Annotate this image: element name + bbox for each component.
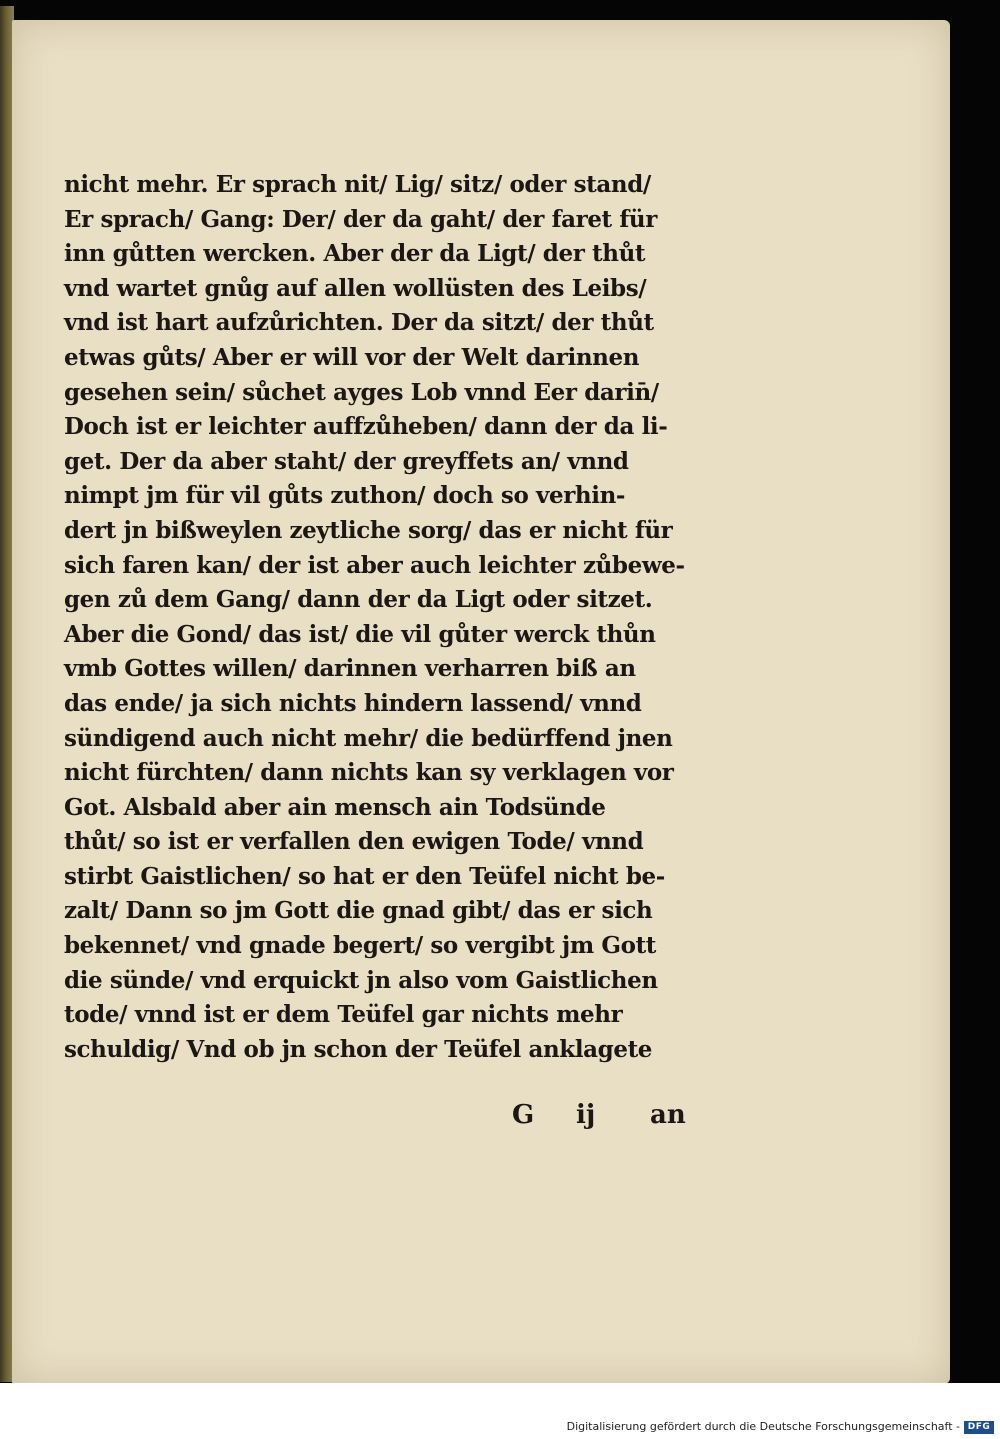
text-line: vnd wartet gnůg auf allen wollüsten des Leibs/ <box>64 274 647 302</box>
text-line: vnd ist hart aufzůrichten. Der da sitzt/ der thůt <box>64 309 654 337</box>
text-line: etwas gůts/ Aber er will vor der Welt darinnen <box>64 343 640 371</box>
text-line: thůt/ so ist er verfallen den ewigen Tode/ vnnd <box>64 828 644 856</box>
catchword: an <box>650 1100 686 1130</box>
text-line: Doch ist er leichter auffzůheben/ dann der da li- <box>64 413 668 441</box>
text-block <box>64 168 724 1067</box>
text-line: nimpt jm für vil gůts zuthon/ doch so verhin- <box>64 482 626 510</box>
text-line: zalt/ Dann so jm Gott die gnad gibt/ das er sich <box>64 897 653 925</box>
text-line: Er sprach/ Gang: Der/ der da gaht/ der faret für <box>64 205 657 233</box>
signature-letter: G <box>512 1100 535 1130</box>
credit-text: Digitalisierung gefördert durch die Deutsche Forschungsgemeinschaft - <box>566 1420 960 1433</box>
text-line: vmb Gottes willen/ darinnen verharren biß an <box>64 655 636 683</box>
text-line: Aber die Gond/ das ist/ die vil gůter werck thůn <box>64 620 656 648</box>
text-line: das ende/ ja sich nichts hindern lassend/ vnnd <box>64 689 642 717</box>
text-line: gesehen sein/ sůchet ayges Lob vnnd Eer darin̄/ <box>64 378 659 406</box>
text-line: sich faren kan/ der ist aber auch leichter zůbewe- <box>64 551 685 579</box>
signature-mark <box>512 1098 712 1138</box>
text-line: dert jn bißweylen zeytliche sorg/ das er nicht für <box>64 516 673 544</box>
book-page <box>12 20 950 1384</box>
text-line: nicht fürchten/ dann nichts kan sy verklagen vor <box>64 759 674 787</box>
text-line: bekennet/ vnd gnade begert/ so vergibt jm Gott <box>64 932 657 960</box>
text-line: die sünde/ vnd erquickt jn also vom Gaistlichen <box>64 966 658 994</box>
dfg-logo: DFG <box>964 1421 994 1434</box>
signature-number: ij <box>576 1100 596 1130</box>
text-line: inn gůtten wercken. Aber der da Ligt/ der thůt <box>64 240 646 268</box>
text-line: stirbt Gaistlichen/ so hat er den Teüfel nicht be- <box>64 862 665 890</box>
text-line: get. Der da aber staht/ der greyffets an/ vnnd <box>64 447 629 475</box>
text-line: gen zů dem Gang/ dann der da Ligt oder sitzet. <box>64 586 653 614</box>
text-line: sündigend auch nicht mehr/ die bedürffend jnen <box>64 724 673 752</box>
text-line: Got. Alsbald aber ain mensch ain Todsünde <box>64 793 606 821</box>
credit-bar <box>0 1383 1000 1439</box>
text-line: nicht mehr. Er sprach nit/ Lig/ sitz/ oder stand/ <box>64 171 651 198</box>
text-line: schuldig/ Vnd ob jn schon der Teüfel anklagete <box>64 1035 653 1063</box>
text-line: tode/ vnnd ist er dem Teüfel gar nichts mehr <box>64 1001 623 1029</box>
